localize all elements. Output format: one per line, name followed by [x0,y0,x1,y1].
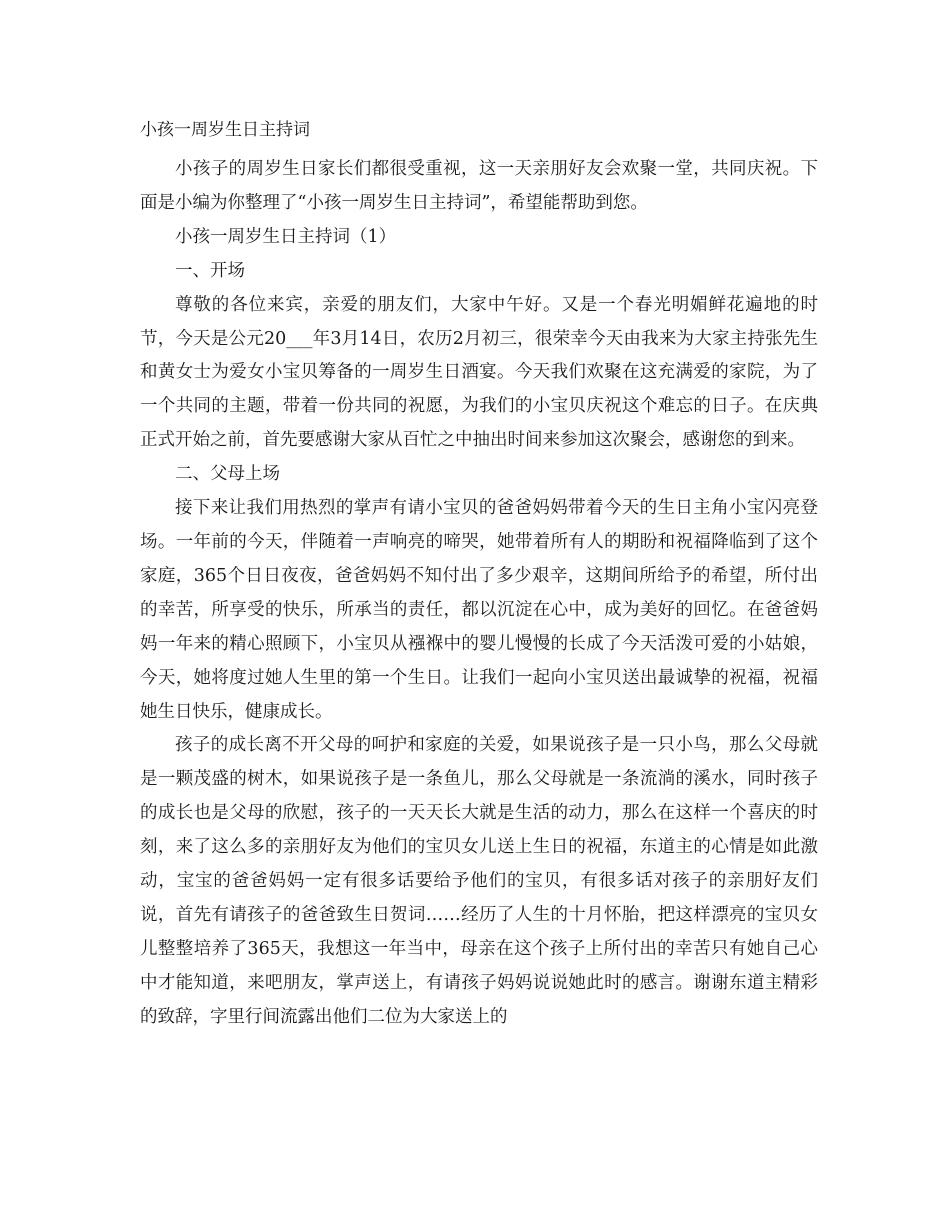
opening-paragraph: 尊敬的各位来宾，亲爱的朋友们，大家中午好。又是一个春光明媚鲜花遍地的时节，今天是公元20___年3月14日，农历2月初三，很荣幸今天由我来为大家主持张先生和黄女士为爱女小宝贝筹备的一周岁生日酒宴。今天我们欢聚在这充满爱的家院，为了一个共同的主题，带着一份共同的祝愿，为我们的小宝贝庆祝这个难忘的日子。在庆典正式开始之前，首先要感谢大家从百忙之中抽出时间来参加这次聚会，感谢您的到来。 [140,294,818,451]
document-title: 小孩一周岁生日主持词 [140,120,310,140]
section-title: 小孩一周岁生日主持词（1） [175,226,397,247]
heading-opening: 一、开场 [175,260,245,281]
parents-paragraph: 接下来让我们用热烈的掌声有请小宝贝的爸爸妈妈带着今天的生日主角小宝闪亮登场。一年前的今天，伴随着一声响亮的啼哭，她带着所有人的期盼和祝福降临到了这个家庭，365个日日夜夜，爸爸妈妈不知付出了多少艰辛，这期间所给予的希望，所付出的幸苦，所享受的快乐，所承当的责任，都以沉淀在心中，成为美好的回忆。在爸爸妈妈一年来的精心照顾下，小宝贝从襁褓中的婴儿慢慢的长成了今天活泼可爱的小姑娘，今天，她将度过她人生里的第一个生日。让我们一起向小宝贝送出最诚挚的祝福，祝福她生日快乐，健康成长。 [140,498,818,722]
heading-parents: 二、父母上场 [175,464,280,485]
document-page [140,117,818,1035]
growth-paragraph: 孩子的成长离不开父母的呵护和家庭的关爱，如果说孩子是一只小鸟，那么父母就是一颗茂盛的树木，如果说孩子是一条鱼儿，那么父母就是一条流淌的溪水，同时孩子的成长也是父母的欣慰，孩子的一天天长大就是生活的动力，那么在这样一个喜庆的时刻，来了这么多的亲朋好友为他们的宝贝女儿送上生日的祝福，东道主的心情是如此激动，宝宝的爸爸妈妈一定有很多话要给予他们的宝贝，有很多话对孩子的亲朋好友们说，首先有请孩子的爸爸致生日贺词……经历了人生的十月怀胎，把这样漂亮的宝贝女儿整整培养了365天，我想这一年当中，母亲在这个孩子上所付出的幸苦只有她自己心中才能知道，来吧朋友，掌声送上，有请孩子妈妈说说她此时的感言。谢谢东道主精彩的致辞，字里行间流露出他们二位为大家送上的 [140,735,818,1027]
intro-paragraph: 小孩子的周岁生日家长们都很受重视，这一天亲朋好友会欢聚一堂，共同庆祝。下面是小编为你整理了“小孩一周岁生日主持词”，希望能帮助到您。 [140,159,818,213]
